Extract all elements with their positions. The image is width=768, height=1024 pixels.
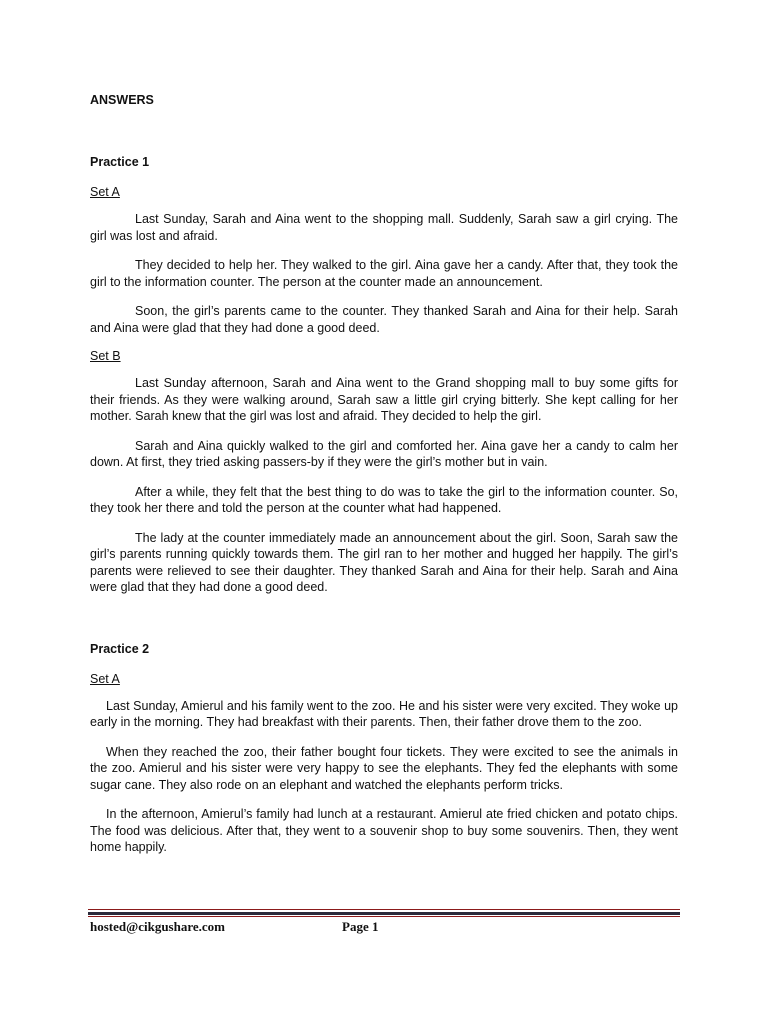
footer-email: hosted@cikgushare.com	[90, 919, 225, 934]
paragraph: After a while, they felt that the best thing to do was to take the girl to the information counter. So, they took her there and told the person at the counter what had happened.	[90, 484, 678, 515]
practice-1-set-b-label: Set B	[90, 349, 121, 363]
page-heading: ANSWERS	[90, 93, 154, 107]
paragraph: When they reached the zoo, their father bought four tickets. They were excited to see the animals in the zoo. Amierul and his sister were very happy to see the elephants. They fed the elephants with some sugar cane. They also rode on an elephant and watched the elephants perform tricks.	[90, 744, 678, 792]
practice-1-set-a-label: Set A	[90, 185, 120, 199]
practice-2-title: Practice 2	[90, 641, 150, 656]
paragraph: The lady at the counter immediately made an announcement about the girl. Soon, Sarah saw the girl’s parents running quickly towards them. The girl ran to her mother and hugged her happily. The girl’s parents were relieved to see their daughter. They thanked Sarah and Aina for their help. Sarah and Aina were glad that they had done a good deed.	[90, 530, 678, 594]
paragraph: Last Sunday, Sarah and Aina went to the shopping mall. Suddenly, Sarah saw a girl crying. The girl was lost and afraid.	[90, 212, 678, 243]
paragraph: Soon, the girl’s parents came to the counter. They thanked Sarah and Aina for their help. Sarah and Aina were glad that they had done a good deed.	[90, 304, 678, 335]
paragraph: They decided to help her. They walked to the girl. Aina gave her a candy. After that, they took the girl to the information counter. The person at the counter made an announcement.	[90, 258, 678, 289]
footer-divider	[88, 909, 680, 910]
footer-divider	[88, 912, 680, 915]
paragraph: Last Sunday afternoon, Sarah and Aina went to the Grand shopping mall to buy some gifts for their friends. As they were walking around, Sarah saw a little girl crying bitterly. She kept calling for her mother. Sarah knew that the girl was lost and afraid. They decided to help the girl.	[90, 376, 678, 423]
document-body	[90, 93, 678, 869]
footer-divider	[88, 916, 680, 917]
practice-2-section	[90, 642, 678, 856]
footer-page-number: Page 1	[342, 919, 379, 934]
practice-1-title: Practice 1	[90, 155, 150, 169]
paragraph: In the afternoon, Amierul’s family had lunch at a restaurant. Amierul ate fried chicken and potato chips. The food was delicious. After that, they went to a souvenir shop to buy some souvenirs. Then, they went home happily.	[90, 807, 678, 854]
paragraph: Last Sunday, Amierul and his family went to the zoo. He and his sister were very excited. They woke up early in the morning. They had breakfast with their parents. Then, their father drove them to the zoo.	[90, 698, 678, 729]
practice-2-set-a-label: Set A	[90, 671, 120, 686]
paragraph: Sarah and Aina quickly walked to the girl and comforted her. Aina gave her a candy to calm her down. At first, they tried asking passers-by if they were the girl’s mother but in vain.	[90, 438, 678, 469]
practice-1-section	[90, 155, 678, 596]
